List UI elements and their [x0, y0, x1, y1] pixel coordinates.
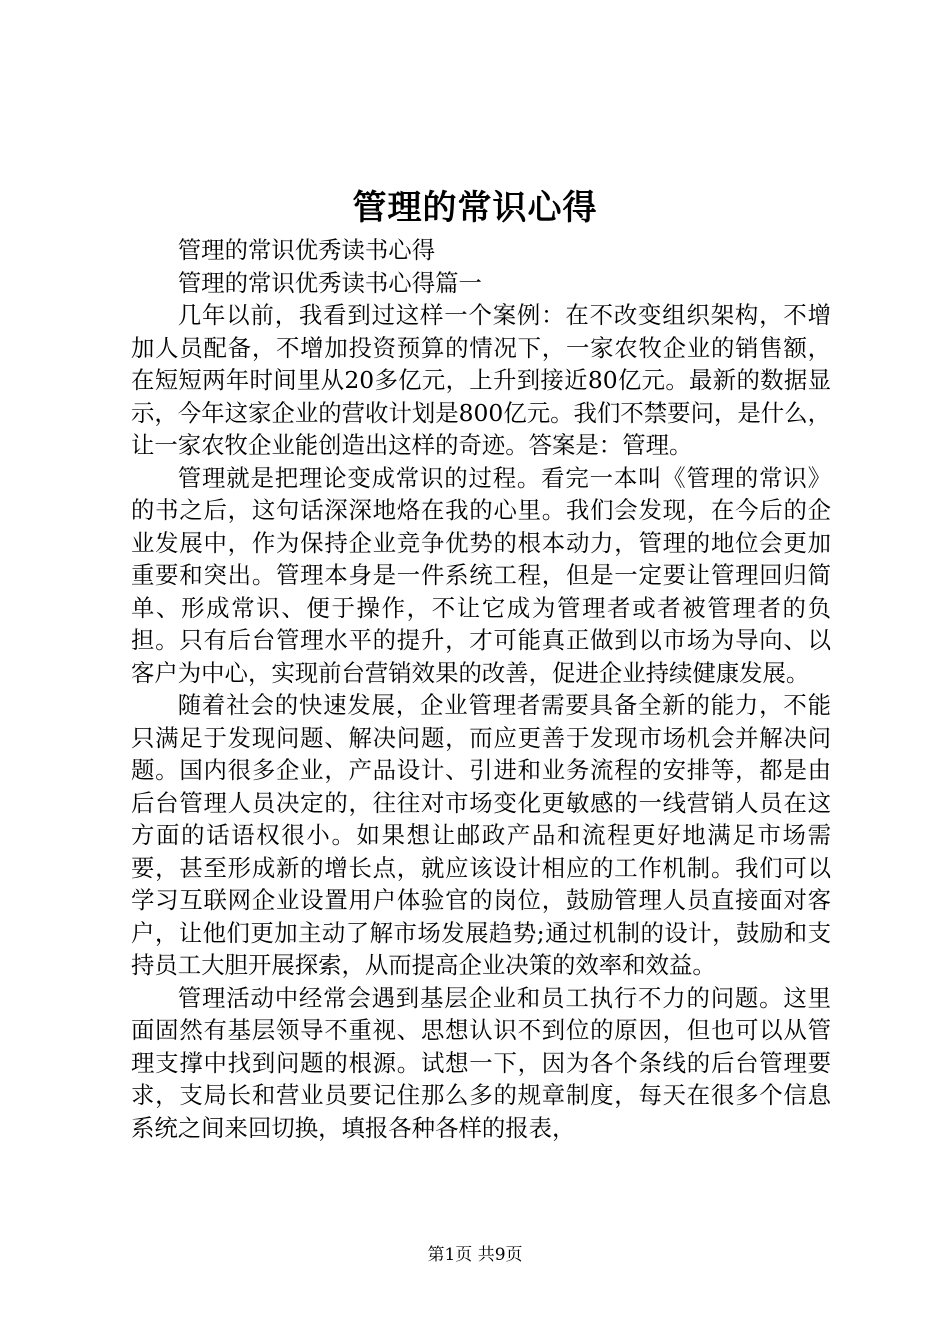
body-paragraph: 管理活动中经常会遇到基层企业和员工执行不力的问题。这里面固然有基层领导不重视、思想认识不到位的原因，但也可以从管理支撑中找到问题的根源。试想一下，因为各个条线的后台管理要求，支局长和营业员要记住那么多的规章制度，每天在很多个信息系统之间来回切换，填报各种各样的报表，	[131, 983, 831, 1142]
document-title: 管理的常识心得	[352, 188, 598, 228]
document-body	[131, 234, 831, 1144]
body-paragraph: 管理就是把理论变成常识的过程。看完一本叫《管理的常识》的书之后，这句话深深地烙在我的心里。我们会发现，在今后的企业发展中，作为保持企业竞争优势的根本动力，管理的地位会更加重要和突出。管理本身是一件系统工程，但是一定要让管理回归简单、形成常识、便于操作，不让它成为管理者或者被管理者的负担。只有后台管理水平的提升，才可能真正做到以市场为导向、以客户为中心，实现前台营销效果的改善，促进企业持续健康发展。	[131, 463, 831, 687]
page-footer: 第1页 共9页	[427, 1245, 523, 1265]
body-paragraph: 几年以前，我看到过这样一个案例：在不改变组织架构，不增加人员配备，不增加投资预算的情况下，一家农牧企业的销售额，在短短两年时间里从20多亿元，上升到接近80亿元。最新的数据显示，今年这家企业的营收计划是800亿元。我们不禁要问，是什么，让一家农牧企业能创造出这样的奇迹。答案是：管理。	[131, 301, 831, 459]
section-heading: 管理的常识优秀读书心得篇一	[177, 268, 482, 297]
subtitle-line: 管理的常识优秀读书心得	[177, 236, 436, 264]
body-paragraph: 随着社会的快速发展，企业管理者需要具备全新的能力，不能只满足于发现问题、解决问题，而应更善于发现市场机会并解决问题。国内很多企业，产品设计、引进和业务流程的安排等，都是由后台管理人员决定的，往往对市场变化更敏感的一线营销人员在这方面的话语权很小。如果想让邮政产品和流程更好地满足市场需要，甚至形成新的增长点，就应该设计相应的工作机制。我们可以学习互联网企业设置用户体验官的岗位，鼓励管理人员直接面对客户，让他们更加主动了解市场发展趋势;通过机制的设计，鼓励和支持员工大胆开展探索，从而提高企业决策的效率和效益。	[131, 691, 831, 979]
